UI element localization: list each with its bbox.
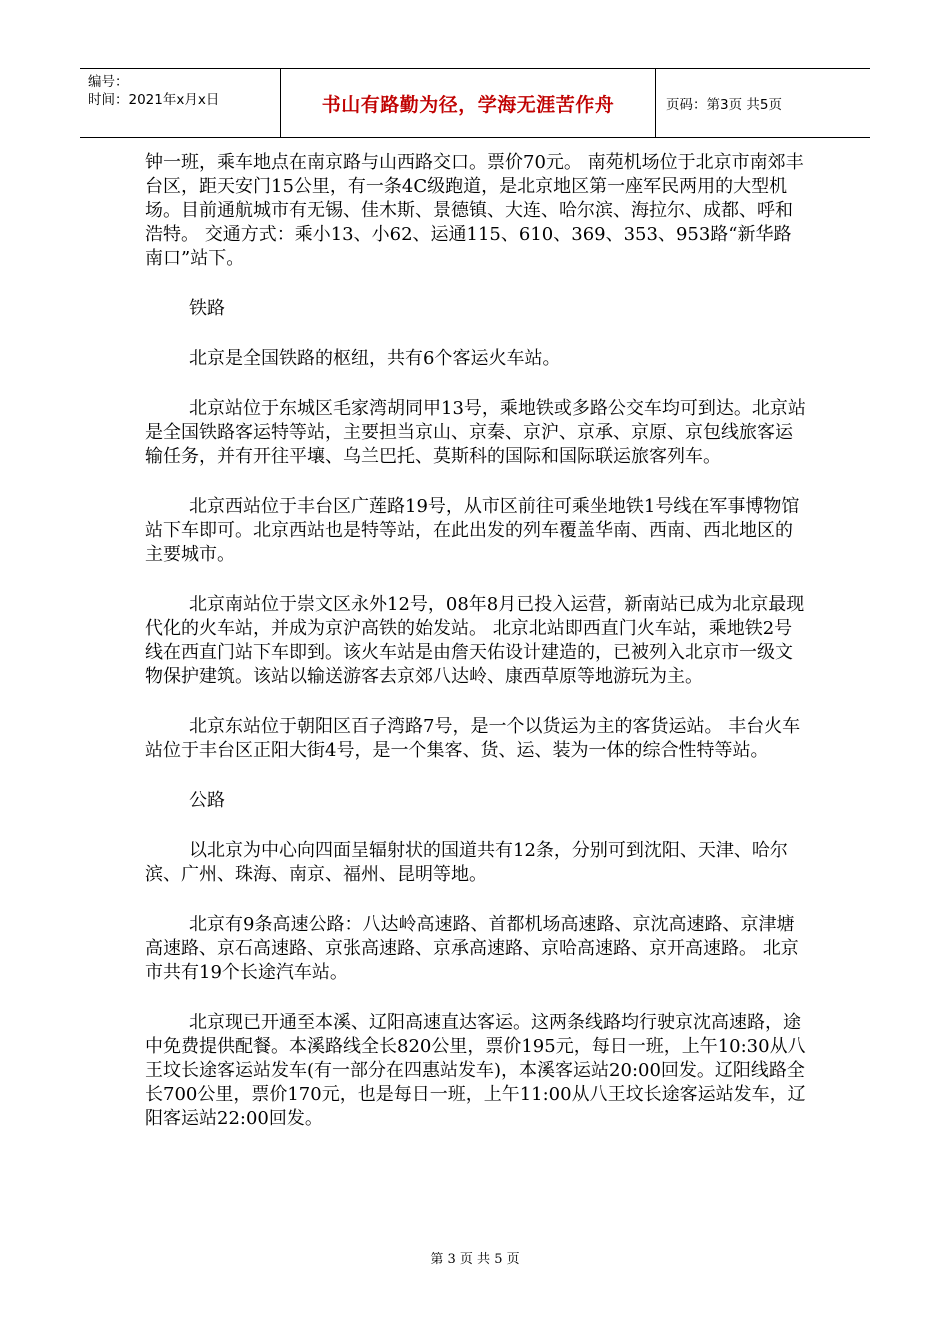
paragraph: 北京东站位于朝阳区百子湾路7号，是一个以货运为主的客货运站。 丰台火车站位于丰台区正阳大街4号，是一个集客、货、运、装为一体的综合性特等站。 bbox=[145, 716, 801, 761]
section-heading-railway: 铁路 bbox=[189, 298, 225, 319]
paragraph: 以北京为中心向四面呈辐射状的国道共有12条，分别可到沈阳、天津、哈尔滨、广州、珠海、南京、福州、昆明等地。 bbox=[145, 840, 788, 885]
header-motto: 书山有路勤为径，学海无涯苦作舟 bbox=[280, 69, 656, 137]
document-header bbox=[80, 68, 870, 138]
paragraph: 北京有9条高速公路：八达岭高速路、首都机场高速路、京沈高速路、京津塘高速路、京石高速路、京张高速路、京承高速路、京哈高速路、京开高速路。 北京市共有19个长途汽车站。 bbox=[145, 914, 799, 983]
document-body bbox=[145, 151, 807, 1157]
header-meta bbox=[80, 69, 280, 137]
section-heading-highway: 公路 bbox=[189, 790, 225, 811]
paragraph: 钟一班，乘车地点在南京路与山西路交口。票价70元。 南苑机场位于北京市南郊丰台区，距天安门15公里，有一条4C级跑道，是北京地区第一座军民两用的大型机场。目前通航城市有无锡、佳木斯、景德镇、大连、哈尔滨、海拉尔、成都、呼和浩特。 交通方式：乘小13、小62、运通115、610、369、353、953路“新华路南口”站下。 bbox=[145, 152, 804, 269]
date-label: 时间：2021年x月x日 bbox=[88, 92, 220, 108]
paragraph: 北京南站位于崇文区永外12号，08年8月已投入运营，新南站已成为北京最现代化的火车站，并成为京沪高铁的始发站。 北京北站即西直门火车站，乘地铁2号线在西直门站下车即到。该火车站是由詹天佑设计建造的，已被列入北京市一级文物保护建筑。该站以输送游客去京郊八达岭、康西草原等地游玩为主。 bbox=[145, 594, 805, 687]
paragraph: 北京西站位于丰台区广莲路19号，从市区前往可乘坐地铁1号线在军事博物馆站下车即可。北京西站也是特等站，在此出发的列车覆盖华南、西南、西北地区的主要城市。 bbox=[145, 496, 800, 565]
paragraph: 北京站位于东城区毛家湾胡同甲13号，乘地铁或多路公交车均可到达。北京站是全国铁路客运特等站，主要担当京山、京秦、京沪、京承、京原、京包线旅客运输任务，并有开往平壤、乌兰巴托、莫斯科的国际和国际联运旅客列车。 bbox=[145, 398, 806, 467]
page-footer: 第 3 页 共 5 页 bbox=[430, 1252, 520, 1267]
paragraph: 北京是全国铁路的枢纽，共有6个客运火车站。 bbox=[189, 348, 561, 369]
header-page-info: 页码：第3页 共5页 bbox=[666, 97, 782, 113]
serial-label: 编号： bbox=[88, 74, 129, 90]
paragraph: 北京现已开通至本溪、辽阳高速直达客运。这两条线路均行驶京沈高速路，途中免费提供配餐。本溪路线全长820公里，票价195元，每日一班，上午10:30从八王坟长途客运站发车(有一部分在四惠站发车)，本溪客运站20:00回发。辽阳线路全长700公里，票价170元，也是每日一班，上午11:00从八王坟长途客运站发车，辽阳客运站22:00回发。 bbox=[145, 1012, 806, 1129]
